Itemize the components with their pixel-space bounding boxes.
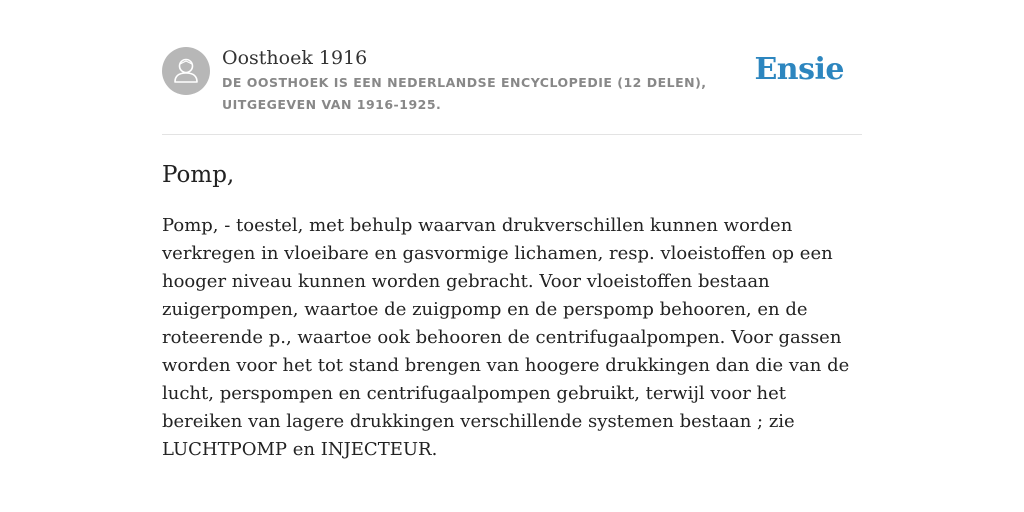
entry-card [162,0,862,460]
entry-title: Pomp, [162,162,235,188]
user-icon [162,47,210,95]
ensie-logo-link[interactable]: Ensie [754,52,844,87]
source-description: DE OOSTHOEK IS EEN NEDERLANDSE ENCYCLOPEDIE (12 DELEN), UITGEGEVEN VAN 1916-1925. [222,75,707,112]
source-header [162,0,862,135]
avatar[interactable] [162,47,210,95]
source-title[interactable]: Oosthoek 1916 [222,47,368,69]
entry-body: Pomp, - toestel, met behulp waarvan drukverschillen kunnen worden verkregen in vloeibare en gasvormige lichamen, resp. vloeistoffen op een hooger niveau kunnen worden gebracht. Voor vloeistoffen bestaan zuigerpompen, waartoe de zuigpomp en de perspomp behooren, en de roteerende p., waartoe ook behooren de centrifugaalpompen. Voor gassen worden voor het tot stand brengen van hoogere drukkingen dan die van de lucht, perspompen en centrifugaalpompen gebruikt, terwijl voor het bereiken van lagere drukkingen verschillende systemen bestaan ; zie LUCHTPOMP en INJECTEUR. [162,215,850,460]
